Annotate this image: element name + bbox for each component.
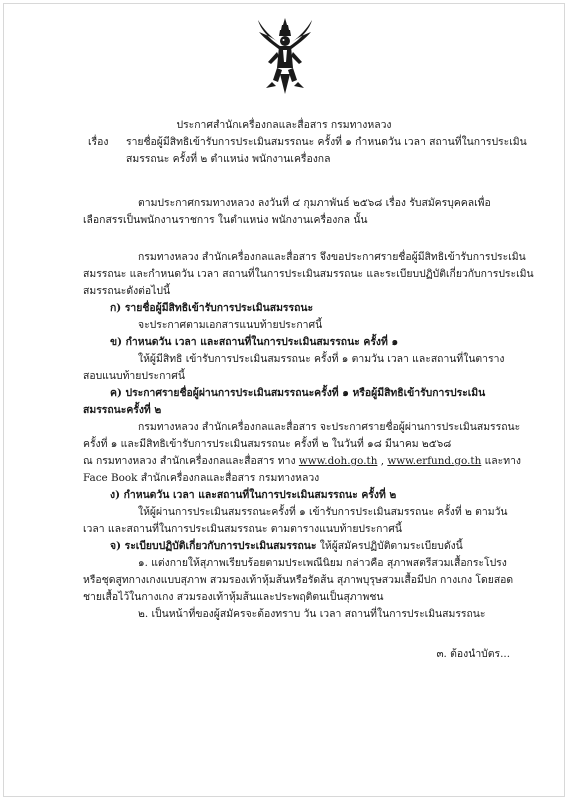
continued-marker: ๓. ต้องนำบัตร... (436, 648, 510, 660)
section-cho-item1-line-2: หรือชุดสูทกางเกงแบบสุภาพ สวมรองเท้าหุ้มส้นหรือรัดส้น สุภาพบุรุษสวมเสื้อมีปก กางเกง โดยสอด (83, 574, 514, 586)
section-kho-line-2: สอบแนบท้ายประกาศนี้ (83, 370, 185, 382)
section-cho-item1-line-1: ๑. แต่งกายให้สุภาพเรียบร้อยตามประเพณีนิยม กล่าวคือ สุภาพสตรีสวมเสื้อกระโปรง (138, 557, 507, 569)
erfund-website-link[interactable]: www.erfund.go.th (387, 455, 482, 467)
section-ko-line-1: จะประกาศตามเอกสารแนบท้ายประกาศนี้ (138, 319, 323, 331)
section-ko-heading: ก) รายชื่อผู้มีสิทธิเข้ารับการประเมินสมรรถนะ (110, 302, 314, 314)
section-kho2-line-3 (83, 454, 521, 468)
section-kho2-heading-1: ค) ประกาศรายชื่อผู้ผ่านการประเมินสมรรถนะครั้งที่ ๑ หรือผู้มีสิทธิเข้ารับการประเมิน (110, 387, 486, 399)
doh-website-link[interactable]: www.doh.go.th (298, 455, 378, 467)
section-kho2-line-4: Face Book สำนักเครื่องกลและสื่อสาร กรมทางหลวง (83, 472, 320, 484)
section-cho-item1-line-3: ชายเสื้อไว้ในกางเกง สวมรองเท้าหุ้มส้นและประพฤติตนเป็นสุภาพชน (83, 591, 384, 603)
announce-line-3: สมรรถนะดังต่อไปนี้ (83, 285, 171, 297)
section-cho-heading: จ) ระเบียบปฏิบัติเกี่ยวกับการประเมินสมรรถนะ (110, 540, 317, 552)
section-cho-item2-line-1: ๒. เป็นหน้าที่ของผู้สมัครจะต้องทราบ วัน เวลา สถานที่ในการประเมินสมรรถนะ (138, 608, 486, 620)
link-separator: , (377, 455, 388, 467)
announce-line-2: สมรรถนะ และกำหนดวัน เวลา สถานที่ในการประเมินสมรรถนะ และระเบียบปฏิบัติเกี่ยวกับการประเมิน (83, 268, 534, 280)
section-ngo-line-1: ให้ผู้ผ่านการประเมินสมรรถนะครั้งที่ ๑ เข้ารับการประเมินสมรรถนะ ครั้งที่ ๒ ตามวัน (138, 506, 508, 518)
section-kho-line-1: ให้ผู้มีสิทธิ เข้ารับการประเมินสมรรถนะ ครั้งที่ ๑ ตามวัน เวลา และสถานที่ในตาราง (138, 353, 505, 365)
subject-label: เรื่อง (88, 136, 109, 148)
section-ngo-line-2: เวลา และสถานที่ในการประเมินสมรรถนะ ตามตารางแนบท้ายประกาศนี้ (83, 523, 402, 535)
section-kho2-line-3-post: และทาง (481, 455, 521, 467)
subject-line-2: สมรรถนะ ครั้งที่ ๒ ตำแหน่ง พนักงานเครื่องกล (126, 153, 331, 165)
section-kho-heading: ข) กำหนดวัน เวลา และสถานที่ในการประเมินสมรรถนะ ครั้งที่ ๑ (110, 336, 399, 348)
section-kho2-line-1: กรมทางหลวง สำนักเครื่องกลและสื่อสาร จะประกาศรายชื่อผู้ผ่านการประเมินสมรรถนะ (138, 421, 521, 433)
intro-line-1: ตามประกาศกรมทางหลวง ลงวันที่ ๔ กุมภาพันธ์ ๒๕๖๘ เรื่อง รับสมัครบุคคลเพื่อ (138, 197, 491, 209)
announcement-org-line: ประกาศสำนักเครื่องกลและสื่อสาร กรมทางหลวง (176, 119, 392, 131)
garuda-emblem-icon (256, 16, 314, 98)
section-kho2-line-2: ครั้งที่ ๑ และมีสิทธิเข้ารับการประเมินสมรรถนะ ครั้งที่ ๒ ในวันที่ ๑๘ มีนาคม ๒๕๖๘ (83, 438, 452, 450)
intro-line-2: เลือกสรรเป็นพนักงานราชการ ในตำแหน่ง พนักงานเครื่องกล นั้น (83, 214, 368, 226)
section-kho2-heading-2: สมรรถนะครั้งที่ ๒ (83, 404, 162, 416)
section-cho-heading-tail: ให้ผู้สมัครปฏิบัติตามระเบียบดังนี้ (316, 540, 463, 552)
subject-line-1: รายชื่อผู้มีสิทธิเข้ารับการประเมินสมรรถนะ ครั้งที่ ๑ กำหนดวัน เวลา สถานที่ในการประเมิน (126, 136, 527, 148)
section-ngo-heading: ง) กำหนดวัน เวลา และสถานที่ในการประเมินสมรรถนะ ครั้งที่ ๒ (110, 489, 397, 501)
announce-line-1: กรมทางหลวง สำนักเครื่องกลและสื่อสาร จึงขอประกาศรายชื่อผู้มีสิทธิเข้ารับการประเมิน (138, 251, 526, 263)
section-kho2-line-3-pre: ณ กรมทางหลวง สำนักเครื่องกลและสื่อสาร ทาง (83, 455, 296, 467)
section-cho-heading-line (110, 539, 463, 553)
